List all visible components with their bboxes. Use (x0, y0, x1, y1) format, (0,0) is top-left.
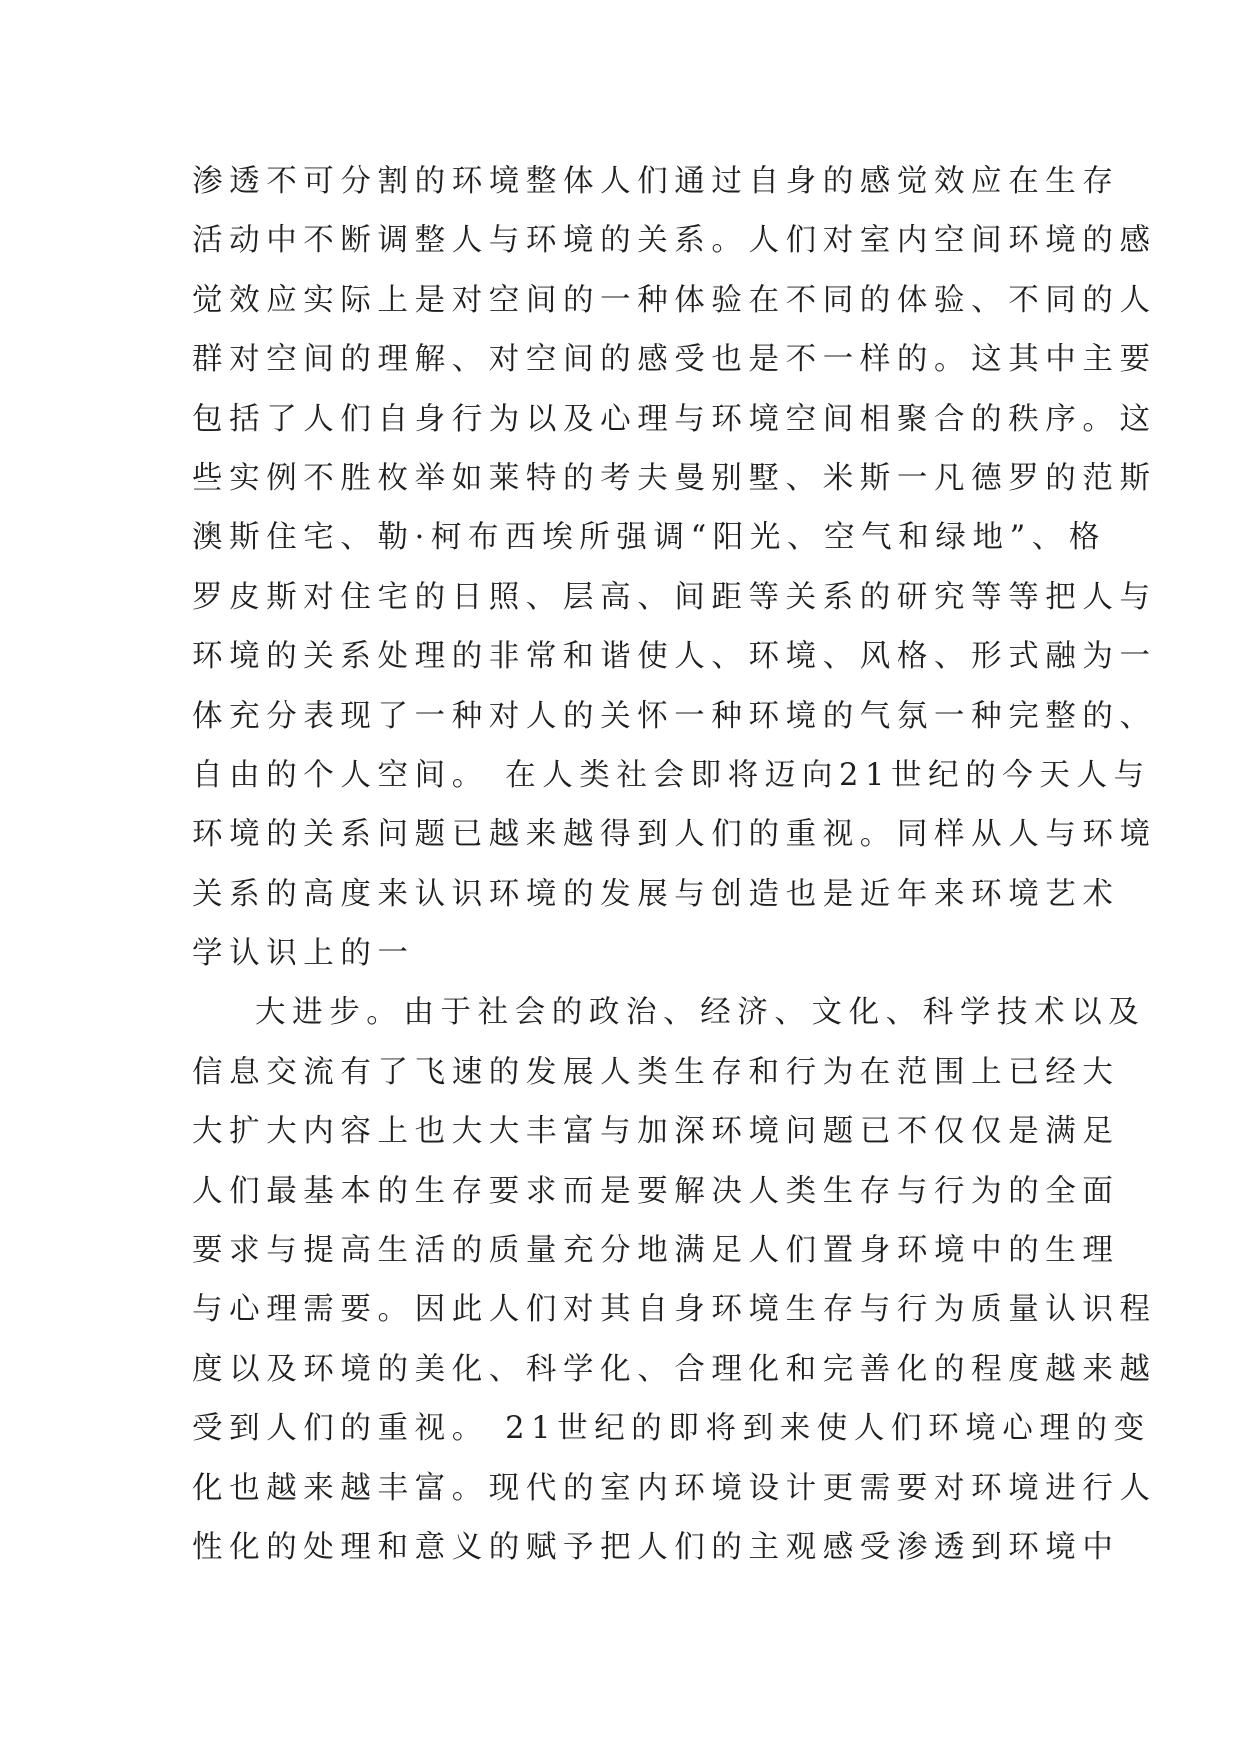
text-line-8: 罗皮斯对住宅的日照、层高、间距等关系的研究等等把人与 (192, 579, 1157, 615)
text-line-21: 度以及环境的美化、科学化、合理化和完善化的程度越来越 (192, 1351, 1157, 1387)
text-line-13: 关系的高度来认识环境的发展与创造也是近年来环境艺术 (192, 876, 1120, 912)
text-line-5: 包括了人们自身行为以及心理与环境空间相聚合的秩序。这 (192, 401, 1157, 437)
text-line-10: 体充分表现了一种对人的关怀一种环境的气氛一种完整的、 (192, 698, 1157, 734)
text-line-18: 人们最基本的生存要求而是要解决人类生存与行为的全面 (192, 1173, 1120, 1209)
text-line-3: 觉效应实际上是对空间的一种体验在不同的体验、不同的人 (192, 282, 1157, 318)
text-line-1: 渗透不可分割的环境整体人们通过自身的感觉效应在生存 (192, 164, 1120, 199)
text-line-24: 性化的处理和意义的赋予把人们的主观感受渗透到环境中 (192, 1529, 1120, 1565)
text-line-22: 受到人们的重视。 21世纪的即将到来使人们环境心理的变 (192, 1411, 1151, 1447)
text-line-7: 澳斯住宅、勒·柯布西埃所强调“阳光、空气和绿地”、格 (192, 520, 1106, 556)
text-line-20: 与心理需要。因此人们对其自身环境生存与行为质量认识程 (192, 1292, 1157, 1328)
text-line-14: 学认识上的一 (192, 936, 415, 972)
text-line-17: 大扩大内容上也大大丰富与加深环境问题已不仅仅是满足 (192, 1114, 1120, 1150)
text-line-12: 环境的关系问题已越来越得到人们的重视。同样从人与环境 (192, 817, 1157, 853)
text-line-19: 要求与提高生活的质量充分地满足人们置身环境中的生理 (192, 1233, 1120, 1269)
text-line-9: 环境的关系处理的非常和谐使人、环境、风格、形式融为一 (192, 639, 1157, 675)
text-line-6: 些实例不胜枚举如莱特的考夫曼别墅、米斯一凡德罗的范斯 (192, 460, 1157, 496)
text-line-11: 自由的个人空间。 在人类社会即将迈向21世纪的今天人与 (192, 757, 1151, 793)
text-line-15: 大进步。由于社会的政治、经济、文化、科学技术以及 (255, 995, 1146, 1031)
text-line-4: 群对空间的理解、对空间的感受也是不一样的。这其中主要 (192, 342, 1157, 378)
text-line-2: 活动中不断调整人与环境的关系。人们对室内空间环境的感 (192, 223, 1157, 259)
text-line-23: 化也越来越丰富。现代的室内环境设计更需要对环境进行人 (192, 1470, 1157, 1506)
body-text (192, 152, 1157, 1577)
text-line-16: 信息交流有了飞速的发展人类生存和行为在范围上已经大 (192, 1054, 1120, 1090)
